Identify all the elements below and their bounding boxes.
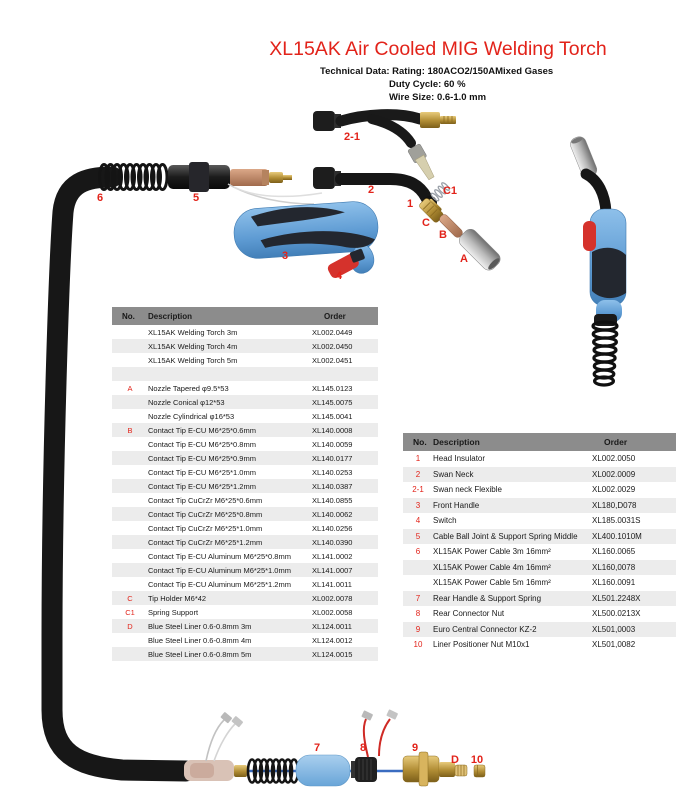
table-row: [403, 637, 676, 653]
table-header: [112, 307, 378, 325]
table-row: [403, 591, 676, 607]
cell-order: XL145.0075: [312, 397, 353, 407]
cell-order: XL180,D078: [592, 500, 637, 510]
cell-desc: XL15AK Welding Torch 5m: [148, 355, 238, 365]
diagram-label-7: 7: [313, 742, 321, 754]
col-header-order: Order: [324, 311, 346, 321]
cell-desc: Rear Handle & Support Spring: [433, 593, 542, 603]
cell-desc: Nozzle Tapered φ9.5*53: [148, 383, 229, 393]
cell-order: XL501.2248X: [592, 593, 641, 603]
cell-desc: Contact Tip CuCrZr M6*25*0.6mm: [148, 495, 263, 505]
table-row: [112, 409, 378, 423]
table-row: [112, 619, 378, 633]
front-handle-illustration: [232, 200, 381, 282]
table-row: [403, 482, 676, 498]
table-row: [112, 395, 378, 409]
table-row: [112, 423, 378, 437]
cell-order: XL185.0031S: [592, 516, 641, 526]
cell-desc: Contact Tip E-CU M6*25*0.8mm: [148, 439, 256, 449]
table-row: [403, 622, 676, 638]
cell-no: 3: [415, 500, 421, 510]
table-row: [403, 544, 676, 560]
diagram-label-6: 6: [96, 192, 104, 204]
table-row: [112, 647, 378, 661]
cell-no: 9: [415, 624, 421, 634]
parts-table-torch: [112, 307, 378, 661]
cell-desc: XL15AK Welding Torch 4m: [148, 341, 238, 351]
cell-no: A: [127, 383, 133, 393]
nozzle-illustration: [456, 226, 503, 273]
cell-no: D: [127, 621, 133, 631]
table-row: [403, 575, 676, 591]
diagram-label-5: 5: [192, 192, 200, 204]
table-row: [403, 529, 676, 545]
cell-desc: Contact Tip E-CU Aluminum M6*25*1.2mm: [148, 579, 291, 589]
parts-table-components: [403, 433, 676, 653]
cell-desc: Blue Steel Liner 0.6-0.8mm 3m: [148, 621, 252, 631]
cell-order: XL140.0062: [312, 509, 353, 519]
cell-desc: Head Insulator: [433, 454, 486, 464]
table-row: [403, 606, 676, 622]
cell-order: XL002.0009: [592, 469, 636, 479]
cell-order: XL002.0078: [312, 593, 353, 603]
cell-desc: Switch: [433, 516, 457, 526]
table-row: [112, 563, 378, 577]
tech-line-1: Technical Data: Rating: 180ACO2/150AMixed Gases: [320, 66, 554, 77]
table-body: [403, 451, 676, 653]
diagram-label-a: A: [460, 253, 468, 265]
liner-positioner-nut-illustration: [474, 765, 485, 777]
table-header: [403, 433, 676, 451]
cell-order: XL002.0050: [592, 454, 636, 464]
table-row: [112, 507, 378, 521]
diagram-label-b: B: [439, 229, 447, 241]
cell-order: XL140.0253: [312, 467, 353, 477]
page-title: XL15AK Air Cooled MIG Welding Torch: [269, 38, 607, 60]
cell-desc: Contact Tip CuCrZr M6*25*0.8mm: [148, 509, 263, 519]
cell-order: XL002.0450: [312, 341, 353, 351]
cell-desc: XL15AK Power Cable 4m 16mm²: [433, 562, 551, 572]
cell-desc: Swan Neck: [433, 469, 474, 479]
tech-label: Technical Data:: [320, 66, 390, 77]
cell-no: 2-1: [412, 485, 424, 495]
cell-no: 2: [415, 469, 421, 479]
cell-no: 10: [413, 640, 423, 650]
diagram-label-9: 9: [411, 742, 419, 754]
cell-no: 7: [415, 593, 421, 603]
cell-desc: Liner Positioner Nut M10x1: [433, 640, 530, 650]
table-row: [112, 339, 378, 353]
cell-order: XL124.0011: [312, 621, 352, 631]
cell-no: 4: [415, 516, 421, 526]
tech-line-2: Duty Cycle: 60 %: [389, 78, 466, 90]
cell-desc: Tip Holder M6*42: [148, 593, 207, 603]
cell-desc: XL15AK Welding Torch 3m: [148, 327, 238, 337]
cell-desc: Euro Central Connector KZ-2: [433, 624, 537, 634]
diagram-label-c1: C1: [442, 185, 458, 197]
diagram-label-2: 2: [367, 184, 375, 196]
cell-order: XL140.0177: [312, 453, 353, 463]
cell-no: 5: [415, 531, 421, 541]
cell-order: XL140.0256: [312, 523, 353, 533]
cell-order: XL140.0387: [312, 481, 353, 491]
cell-no: 8: [415, 609, 421, 619]
table-row: [403, 467, 676, 483]
cell-desc: Contact Tip CuCrZr M6*25*1.0mm: [148, 523, 263, 533]
table-row: [112, 521, 378, 535]
table-row: [112, 437, 378, 451]
rear-connector-nut-illustration: [351, 757, 377, 782]
diagram-label-4: 4: [335, 270, 343, 282]
col-header-no: No.: [413, 437, 427, 447]
cell-desc: Blue Steel Liner 0.6-0.8mm 4m: [148, 635, 252, 645]
table-row: [403, 498, 676, 514]
rear-assembly-illustration: [184, 709, 485, 786]
diagram-label-8: 8: [359, 742, 367, 754]
cell-order: XL501,0082: [592, 640, 636, 650]
table-row: [112, 535, 378, 549]
diagram-label-2-1: 2-1: [344, 131, 360, 143]
table-row: [112, 353, 378, 367]
cell-desc: Spring Support: [148, 607, 199, 617]
cell-order: XL124.0012: [312, 635, 353, 645]
cell-desc: Blue Steel Liner 0.6-0.8mm 5m: [148, 649, 252, 659]
table-row: [112, 605, 378, 619]
table-row: [112, 325, 378, 339]
table-row: [112, 549, 378, 563]
col-header-description: Description: [433, 437, 480, 447]
cell-desc: XL15AK Power Cable 5m 16mm²: [433, 578, 551, 588]
cell-no: C: [127, 593, 133, 603]
table-row: [112, 479, 378, 493]
cell-desc: Contact Tip E-CU M6*25*0.9mm: [148, 453, 256, 463]
cell-order: XL124.0015: [312, 649, 353, 659]
cell-desc: Contact Tip E-CU M6*25*1.2mm: [148, 481, 256, 491]
tech-line-3: Wire Size: 0.6-1.0 mm: [389, 91, 487, 103]
cell-order: XL140.0008: [312, 425, 353, 435]
table-row: [112, 451, 378, 465]
table-body: [112, 325, 378, 661]
col-header-order: Order: [604, 437, 628, 447]
cell-order: XL160,0078: [592, 562, 636, 572]
table-row: [112, 577, 378, 591]
diagram-label-10: 10: [470, 754, 484, 766]
cell-order: XL500.0213X: [592, 609, 641, 619]
torch-body-barrel-illustration: [168, 162, 322, 204]
cell-order: XL501,0003: [592, 624, 636, 634]
cell-desc: XL15AK Power Cable 3m 16mm²: [433, 547, 551, 557]
cell-order: XL160.0091: [592, 578, 636, 588]
cell-order: XL160.0065: [592, 547, 636, 557]
table-row: [112, 493, 378, 507]
table-row: [112, 465, 378, 479]
cell-order: XL145.0123: [312, 383, 353, 393]
diagram-label-1: 1: [406, 198, 414, 210]
table-row: [403, 513, 676, 529]
diagram-label-d: D: [451, 754, 459, 766]
cell-desc: Nozzle Conical φ12*53: [148, 397, 225, 407]
cell-desc: Front Handle: [433, 500, 480, 510]
table-row: [403, 560, 676, 576]
cell-no: 6: [415, 547, 421, 557]
diagram-label-3: 3: [281, 250, 289, 262]
cell-order: XL002.0029: [592, 485, 636, 495]
cell-order: XL140.0390: [312, 537, 353, 547]
cell-order: XL145.0041: [312, 411, 353, 421]
cell-desc: Rear Connector Nut: [433, 609, 505, 619]
cell-order: XL002.0058: [312, 607, 353, 617]
cell-desc: Contact Tip E-CU Aluminum M6*25*0.8mm: [148, 551, 291, 561]
complete-torch-illustration: [568, 135, 626, 385]
cell-desc: Contact Tip E-CU M6*25*0.6mm: [148, 425, 256, 435]
diagram-label-c: C: [422, 217, 430, 229]
table-row: [112, 591, 378, 605]
cell-desc: Nozzle Cylindrical φ16*53: [148, 411, 235, 421]
cell-order: XL141.0002: [312, 551, 353, 561]
cell-desc: Contact Tip CuCrZr M6*25*1.2mm: [148, 537, 263, 547]
cell-order: XL002.0451: [312, 355, 353, 365]
table-row: [112, 367, 378, 381]
table-row: [112, 381, 378, 395]
cell-order: XL400.1010M: [592, 531, 642, 541]
table-row: [112, 633, 378, 647]
cell-desc: Contact Tip E-CU M6*25*1.0mm: [148, 467, 256, 477]
col-header-no: No.: [122, 311, 135, 321]
rear-support-spring-illustration: [248, 760, 298, 783]
cell-order: XL141.0011: [312, 579, 352, 589]
cell-desc: Contact Tip E-CU Aluminum M6*25*1.0mm: [148, 565, 291, 575]
col-header-description: Description: [148, 311, 193, 321]
cell-desc: Cable Ball Joint & Support Spring Middle: [433, 531, 578, 541]
cell-no: 1: [415, 454, 421, 464]
technical-data: [320, 66, 553, 104]
cell-order: XL141.0007: [312, 565, 353, 575]
torch-strain-spring: [593, 322, 617, 385]
cell-order: XL140.0855: [312, 495, 353, 505]
cell-no: B: [127, 425, 133, 435]
table-row: [403, 451, 676, 467]
rear-handle-illustration: [296, 755, 350, 786]
cell-order: XL140.0059: [312, 439, 353, 449]
cell-no: C1: [125, 607, 135, 617]
cell-order: XL002.0449: [312, 327, 353, 337]
cell-desc: Swan neck Flexible: [433, 485, 502, 495]
